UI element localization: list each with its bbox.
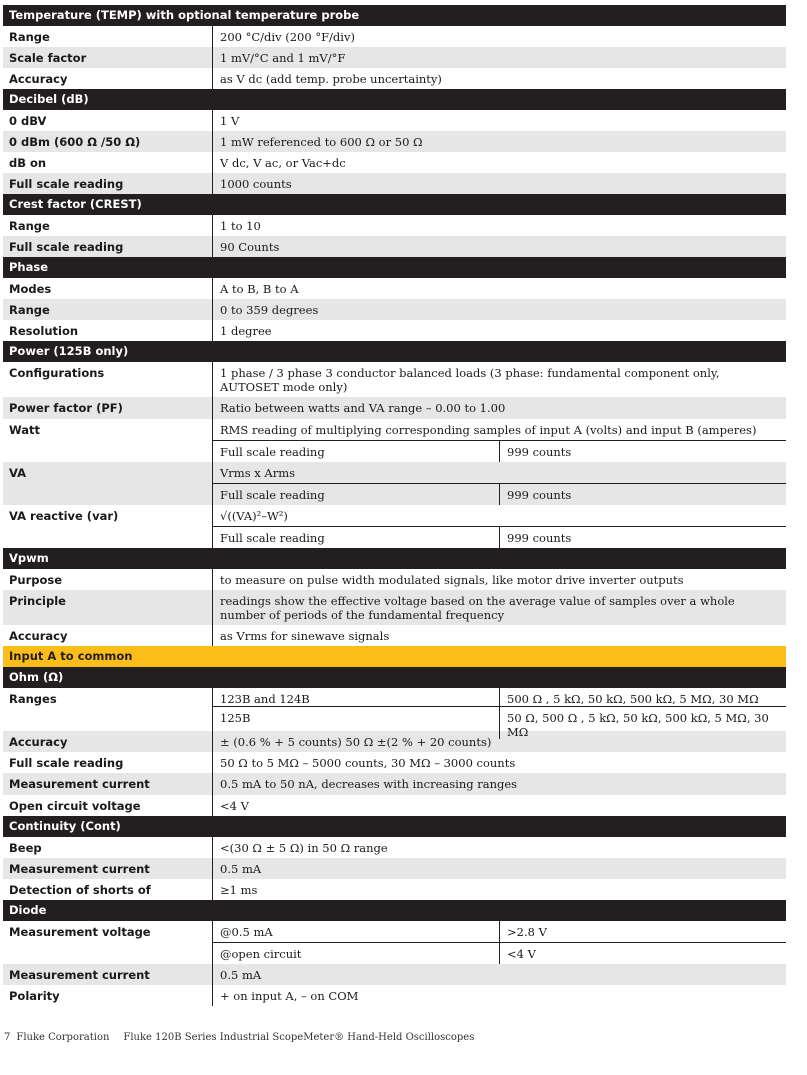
spec-value: as Vrms for sinewave signals: [220, 629, 390, 643]
spec-value: + on input A, – on COM: [220, 989, 359, 1003]
spec-subrow: [213, 462, 786, 483]
section-header: Power (125B only): [3, 341, 786, 362]
spec-subrow: [213, 419, 786, 440]
spec-values: [213, 590, 786, 625]
spec-subrow: [213, 625, 786, 646]
spec-subrow: [213, 731, 786, 752]
spec-subrow: [213, 964, 786, 985]
section-header: Decibel (dB): [3, 89, 786, 110]
spec-value: <(30 Ω ± 5 Ω) in 50 Ω range: [220, 841, 388, 855]
spec-values: [213, 152, 786, 173]
spec-subrow: [213, 795, 786, 816]
spec-label: Configurations: [3, 362, 213, 397]
spec-values: [213, 26, 786, 47]
spec-row: [3, 837, 786, 858]
spec-row: [3, 879, 786, 900]
spec-values: [213, 47, 786, 68]
spec-label: dB on: [3, 152, 213, 173]
spec-value: as V dc (add temp. probe uncertainty): [220, 72, 442, 86]
spec-values: [213, 173, 786, 194]
spec-value: Full scale reading: [213, 484, 500, 505]
spec-value: ± (0.6 % + 5 counts) 50 Ω ±(2 % + 20 counts): [220, 735, 492, 749]
spec-values: [213, 236, 786, 257]
section-header: Phase: [3, 257, 786, 278]
spec-row: [3, 236, 786, 257]
spec-value: Vrms x Arms: [220, 466, 296, 480]
spec-values: [213, 299, 786, 320]
spec-row: [3, 173, 786, 194]
spec-value: @0.5 mA: [213, 921, 500, 942]
spec-row: [3, 47, 786, 68]
spec-row: [3, 731, 786, 752]
spec-label: Measurement current: [3, 858, 213, 879]
spec-label: Principle: [3, 590, 213, 625]
spec-row: [3, 68, 786, 89]
spec-value: 500 Ω , 5 kΩ, 50 kΩ, 500 kΩ, 5 MΩ, 30 MΩ: [507, 692, 759, 706]
spec-label: Range: [3, 26, 213, 47]
spec-value: >2.8 V: [507, 925, 547, 939]
spec-subrow: [213, 215, 786, 236]
spec-label: Range: [3, 299, 213, 320]
spec-value: Full scale reading: [213, 527, 500, 548]
spec-row: [3, 362, 786, 397]
section-header: Diode: [3, 900, 786, 921]
spec-values: [213, 837, 786, 858]
spec-value: √((VA)²–W²): [220, 509, 288, 523]
spec-row: [3, 773, 786, 795]
spec-value: 200 °C/div (200 °F/div): [220, 30, 355, 44]
spec-value: 0.5 mA: [220, 968, 262, 982]
spec-row: [3, 752, 786, 773]
spec-row: [3, 278, 786, 299]
spec-row: [3, 921, 786, 964]
spec-label: Accuracy: [3, 68, 213, 89]
spec-subrow: [213, 278, 786, 299]
spec-value: 123B and 124B: [213, 688, 500, 706]
spec-value: 1 degree: [220, 324, 272, 338]
footer-document-title: Fluke 120B Series Industrial ScopeMeter® Hand-Held Oscilloscopes: [123, 1032, 475, 1043]
spec-value: 999 counts: [507, 445, 572, 459]
spec-value: <4 V: [507, 947, 536, 961]
spec-value: <4 V: [220, 799, 249, 813]
spec-row: [3, 397, 786, 419]
spec-value: 1 mV/°C and 1 mV/°F: [220, 51, 346, 65]
spec-values: [213, 569, 786, 590]
spec-label: VA: [3, 462, 213, 505]
spec-values: [213, 625, 786, 646]
spec-value: to measure on pulse width modulated signals, like motor drive inverter outputs: [220, 573, 684, 587]
spec-values: [213, 985, 786, 1006]
spec-values: [213, 362, 786, 397]
spec-subrow: [213, 858, 786, 879]
spec-subrow: [213, 773, 786, 795]
spec-value: A to B, B to A: [220, 282, 299, 296]
spec-subrow: [213, 526, 786, 548]
spec-row: [3, 299, 786, 320]
spec-row: [3, 985, 786, 1006]
spec-row: [3, 320, 786, 341]
spec-values: [213, 215, 786, 236]
spec-row: [3, 964, 786, 985]
spec-row: [3, 110, 786, 131]
spec-values: [213, 110, 786, 131]
spec-values: [213, 688, 786, 739]
spec-values: [213, 752, 786, 773]
spec-value: 0.5 mA: [220, 862, 262, 876]
spec-value: 999 counts: [507, 488, 572, 502]
spec-row: [3, 131, 786, 152]
spec-subrow: [213, 47, 786, 68]
footer-company: Fluke Corporation: [16, 1032, 110, 1043]
spec-label: 0 dBV: [3, 110, 213, 131]
spec-label: Measurement voltage: [3, 921, 213, 964]
spec-label: Ranges: [3, 688, 213, 731]
spec-value: 125B: [213, 707, 500, 739]
spec-label: 0 dBm (600 Ω /50 Ω): [3, 131, 213, 152]
spec-subrow: [213, 837, 786, 858]
spec-label: Scale factor: [3, 47, 213, 68]
spec-subrow: [213, 131, 786, 152]
spec-subrow: [213, 68, 786, 89]
spec-subrow: [213, 569, 786, 590]
spec-label: Full scale reading: [3, 173, 213, 194]
spec-subrow: [213, 879, 786, 900]
spec-row: [3, 152, 786, 173]
spec-values: [213, 731, 786, 752]
spec-values: [213, 964, 786, 985]
spec-row: [3, 795, 786, 816]
spec-subrow: [213, 299, 786, 320]
section-header: Input A to common: [3, 646, 786, 667]
spec-value: 1 phase / 3 phase 3 conductor balanced loads (3 phase: fundamental component only, AUTOSET mode only): [220, 366, 720, 394]
spec-values: [213, 505, 786, 548]
spec-value: 50 Ω to 5 MΩ – 5000 counts, 30 MΩ – 3000 counts: [220, 756, 516, 770]
page-footer: [4, 1032, 474, 1043]
spec-label: Full scale reading: [3, 236, 213, 257]
spec-value: 0.5 mA to 50 nA, decreases with increasing ranges: [220, 777, 518, 791]
spec-label: Measurement current: [3, 964, 213, 985]
spec-subrow: [213, 752, 786, 773]
spec-row: [3, 505, 786, 548]
spec-value: ≥1 ms: [220, 883, 258, 897]
spec-row: [3, 419, 786, 462]
spec-row: [3, 569, 786, 590]
spec-subrow: [213, 985, 786, 1006]
spec-values: [213, 397, 786, 419]
page-number: 7: [4, 1032, 11, 1043]
spec-subrow: [213, 505, 786, 526]
spec-table: [3, 5, 786, 1006]
spec-label: Detection of shorts of: [3, 879, 213, 900]
spec-label: Beep: [3, 837, 213, 858]
spec-values: [213, 131, 786, 152]
spec-label: Modes: [3, 278, 213, 299]
spec-label: Polarity: [3, 985, 213, 1006]
spec-label: Open circuit voltage: [3, 795, 213, 816]
spec-value: @open circuit: [213, 943, 500, 964]
spec-value: 999 counts: [507, 531, 572, 545]
spec-value: 1000 counts: [220, 177, 292, 191]
spec-subrow: [213, 320, 786, 341]
spec-values: [213, 68, 786, 89]
spec-subrow: [213, 688, 786, 706]
spec-subrow: [213, 942, 786, 964]
spec-label: VA reactive (var): [3, 505, 213, 548]
spec-subrow: [213, 152, 786, 173]
spec-label: Power factor (PF): [3, 397, 213, 419]
section-header: Vpwm: [3, 548, 786, 569]
spec-values: [213, 278, 786, 299]
spec-subrow: [213, 173, 786, 194]
spec-values: [213, 773, 786, 795]
spec-value: 1 to 10: [220, 219, 261, 233]
spec-value: readings show the effective voltage based on the average value of samples over a whole number of periods of the fundamental frequency: [220, 594, 735, 622]
spec-row: [3, 858, 786, 879]
spec-subrow: [213, 590, 786, 625]
spec-value: V dc, V ac, or Vac+dc: [220, 156, 346, 170]
spec-value: 50 Ω, 500 Ω , 5 kΩ, 50 kΩ, 500 kΩ, 5 MΩ, 30 MΩ: [507, 711, 769, 739]
spec-subrow: [213, 440, 786, 462]
spec-values: [213, 320, 786, 341]
spec-subrow: [213, 26, 786, 47]
spec-row: [3, 26, 786, 47]
spec-subrow: [213, 483, 786, 505]
section-header: Ohm (Ω): [3, 667, 786, 688]
spec-subrow: [213, 110, 786, 131]
spec-subrow: [213, 397, 786, 419]
spec-label: Watt: [3, 419, 213, 462]
spec-row: [3, 215, 786, 236]
spec-label: Resolution: [3, 320, 213, 341]
spec-subrow: [213, 921, 786, 942]
spec-label: Measurement current: [3, 773, 213, 795]
spec-row: [3, 688, 786, 739]
spec-value: 0 to 359 degrees: [220, 303, 319, 317]
section-header: Continuity (Cont): [3, 816, 786, 837]
spec-label: Accuracy: [3, 731, 213, 752]
section-header: Temperature (TEMP) with optional temperature probe: [3, 5, 786, 26]
section-header: Crest factor (CREST): [3, 194, 786, 215]
spec-values: [213, 795, 786, 816]
spec-values: [213, 879, 786, 900]
spec-label: Purpose: [3, 569, 213, 590]
spec-subrow: [213, 236, 786, 257]
spec-values: [213, 419, 786, 462]
spec-value: 1 mW referenced to 600 Ω or 50 Ω: [220, 135, 423, 149]
spec-value: RMS reading of multiplying corresponding samples of input A (volts) and input B (amperes): [220, 423, 757, 437]
spec-value: Full scale reading: [213, 441, 500, 462]
spec-label: Full scale reading: [3, 752, 213, 773]
spec-label: Accuracy: [3, 625, 213, 646]
spec-subrow: [213, 362, 786, 397]
spec-label: Range: [3, 215, 213, 236]
spec-value: Ratio between watts and VA range – 0.00 to 1.00: [220, 401, 506, 415]
spec-values: [213, 921, 786, 964]
spec-value: 1 V: [220, 114, 240, 128]
spec-row: [3, 462, 786, 505]
spec-row: [3, 590, 786, 625]
spec-value: 90 Counts: [220, 240, 280, 254]
spec-values: [213, 462, 786, 505]
spec-values: [213, 858, 786, 879]
spec-row: [3, 625, 786, 646]
